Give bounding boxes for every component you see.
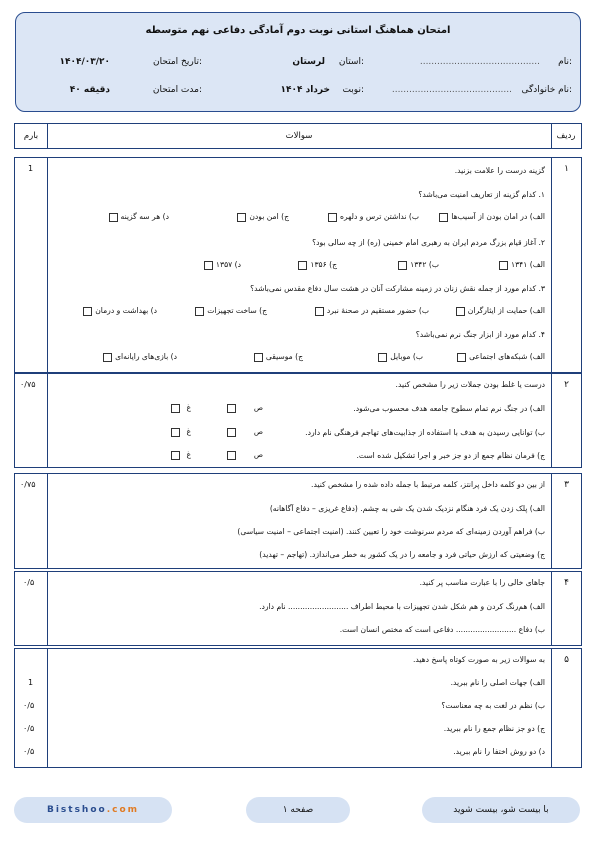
exam-title: امتحان هماهنگ استانی نوبت دوم آمادگی دفاعی نهم متوسطه <box>145 25 451 36</box>
question-score: ۰/۷۵ <box>20 380 36 389</box>
mc-option[interactable]: ج) ساخت تجهیزات <box>192 306 267 316</box>
header-row: ردیف <box>556 131 576 141</box>
checkbox[interactable] <box>254 353 263 362</box>
exam-header <box>15 12 581 112</box>
checkbox[interactable] <box>237 213 246 222</box>
page-number: صفحه ۱ <box>246 797 350 823</box>
question-intro: گزینه درست را علامت بزنید. <box>454 166 545 175</box>
term-label: نوبت: <box>342 85 364 95</box>
checkbox[interactable] <box>499 261 508 270</box>
checkbox[interactable] <box>171 428 180 437</box>
checkbox[interactable] <box>204 261 213 270</box>
term-value: خرداد ۱۴۰۴ <box>280 85 330 95</box>
mc-option[interactable]: د) بهداشت و درمان <box>80 306 157 316</box>
fill-blank-statement: الف) هم‌رنگ کردن و هم شکل شدن تجهیزات با محیط اطراف ......................... نام دارد. <box>259 602 545 611</box>
date-value: ۱۴۰۴/۰۳/۲۰ <box>59 57 110 67</box>
mc-option[interactable]: الف) شبکه‌های اجتماعی <box>454 352 545 362</box>
tf-statement: ب) توانایی رسیدن به هدف با استفاده از جذابیت‌های تهاجم فرهنگی نام دارد. <box>305 428 545 437</box>
checkbox[interactable] <box>195 307 204 316</box>
false-option[interactable]: غ <box>168 427 191 437</box>
false-option[interactable]: غ <box>168 403 191 413</box>
question-intro: جاهای خالی را با عبارت مناسب پر کنید. <box>419 578 545 587</box>
header-score: بارم <box>23 131 39 141</box>
duration-value: ۴۰ دقیقه <box>69 85 110 95</box>
short-answer-question: ب) نظم در لغت به چه معناست؟ <box>441 701 545 710</box>
question-number: ۳ <box>564 480 569 490</box>
false-option[interactable]: غ <box>168 450 191 460</box>
name-label: نام: <box>558 57 572 67</box>
province-label: استان: <box>338 57 364 67</box>
short-answer-question: الف) جهات اصلی را نام ببرید. <box>450 678 545 687</box>
short-answer-question: د) دو روش اختفا را نام ببرید. <box>453 747 545 756</box>
province-value: لرستان <box>292 57 325 67</box>
checkbox[interactable] <box>315 307 324 316</box>
mc-option[interactable]: الف) حمایت از ایثارگران <box>453 306 545 316</box>
mc-option[interactable]: ج) امن بودن <box>234 212 289 222</box>
family-dots: .......................................... <box>391 85 512 95</box>
true-option[interactable]: ص <box>224 450 263 460</box>
question-number: ۲ <box>564 380 569 390</box>
checkbox[interactable] <box>171 404 180 413</box>
question-row-5 <box>14 648 582 768</box>
mc-option[interactable]: د) بازی‌های رایانه‌ای <box>100 352 177 362</box>
checkbox[interactable] <box>227 404 236 413</box>
mc-option[interactable]: ب) نداشتن ترس و دلهره <box>325 212 419 222</box>
mc-question: ۱. کدام گزینه از تعاریف امنیت می‌باشد؟ <box>418 190 545 199</box>
mc-option[interactable]: د) ۱۳۵۷ <box>201 260 241 270</box>
mc-option[interactable]: الف) ۱۳۴۱ <box>496 260 545 270</box>
choice-statement: ج) وضعیتی که ارزش حیاتی فرد و جامعه را در یک کشور به خطر می‌اندازد. (تهاجم – تهدید) <box>259 550 545 559</box>
mc-option[interactable]: ب) حضور مستقیم در صحنهٔ نبرد <box>312 306 429 316</box>
question-score: 1 <box>28 164 34 173</box>
choice-statement: ب) فراهم آوردن زمینه‌ای که مردم سرنوشت خود را تعیین کنند. (امنیت اجتماعی – امنیت سیاسی) <box>237 527 545 536</box>
duration-label: مدت امتحان: <box>152 85 202 95</box>
question-row-3 <box>14 473 582 569</box>
checkbox[interactable] <box>398 261 407 270</box>
question-row-1 <box>14 157 582 373</box>
checkbox[interactable] <box>171 451 180 460</box>
name-dots: .......................................... <box>419 57 540 67</box>
item-score: ۰/۵ <box>23 701 35 710</box>
item-score: ۰/۵ <box>23 747 35 756</box>
item-score: ۰/۵ <box>23 724 35 733</box>
header-questions: سوالات <box>285 131 313 141</box>
mc-question: ۴. کدام مورد از ابزار جنگ نرم نمی‌باشد؟ <box>415 330 545 339</box>
question-number: ۴ <box>564 578 569 588</box>
question-intro: به سوالات زیر به صورت کوتاه پاسخ دهید. <box>412 655 545 664</box>
choice-statement: الف) پلک زدن یک فرد هنگام نزدیک شدن یک شی به چشم. (دفاع غریزی – دفاع آگاهانه) <box>269 504 545 513</box>
footer-slogan: با بیست شو، بیست شوید <box>422 797 580 823</box>
question-row-2 <box>14 373 582 468</box>
question-score: ۰/۷۵ <box>20 480 36 489</box>
question-score: ۰/۵ <box>23 578 35 587</box>
short-answer-question: ج) دو جز نظام جمع را نام ببرید. <box>443 724 545 733</box>
table-header <box>14 123 582 149</box>
mc-question: ۳. کدام مورد از جمله نقش زنان در زمینه مشارکت آنان در هشت سال دفاع مقدس نمی‌باشد؟ <box>250 284 545 293</box>
checkbox[interactable] <box>328 213 337 222</box>
checkbox[interactable] <box>227 451 236 460</box>
checkbox[interactable] <box>457 353 466 362</box>
mc-option[interactable]: ج) ۱۳۵۶ <box>295 260 337 270</box>
mc-option[interactable]: ب) ۱۳۴۲ <box>395 260 439 270</box>
date-label: تاریخ امتحان: <box>152 57 202 67</box>
question-number: ۵ <box>564 655 569 665</box>
question-row-4 <box>14 571 582 646</box>
checkbox[interactable] <box>298 261 307 270</box>
question-intro: درست یا غلط بودن جملات زیر را مشخص کنید. <box>395 380 545 389</box>
checkbox[interactable] <box>109 213 118 222</box>
mc-question: ۲. آغاز قیام بزرگ مردم ایران به رهبری امام خمینی (ره) از چه سالی بود؟ <box>312 238 545 247</box>
site-link[interactable] <box>14 797 172 823</box>
tf-statement: الف) در جنگ نرم تمام سطوح جامعه هدف محسوب می‌شود. <box>353 404 545 413</box>
checkbox[interactable] <box>103 353 112 362</box>
site-ext: .com <box>106 805 140 815</box>
checkbox[interactable] <box>439 213 448 222</box>
checkbox[interactable] <box>456 307 465 316</box>
mc-option[interactable]: ج) موسیقی <box>251 352 303 362</box>
checkbox[interactable] <box>83 307 92 316</box>
checkbox[interactable] <box>378 353 387 362</box>
family-label: نام خانوادگی: <box>521 85 572 95</box>
checkbox[interactable] <box>227 428 236 437</box>
question-intro: از بین دو کلمه داخل پرانتز، کلمه مرتبط با جمله داده شده را مشخص کنید. <box>311 480 545 489</box>
mc-option[interactable]: ب) موبایل <box>375 352 423 362</box>
question-number: ۱ <box>564 164 569 174</box>
true-option[interactable]: ص <box>224 427 263 437</box>
tf-statement: ج) فرمان نظام جمع از دو جز خبر و اجرا تشکیل شده است. <box>356 451 545 460</box>
fill-blank-statement: ب) دفاع ......................... دفاعی است که مختص انسان است. <box>339 625 545 634</box>
item-score: 1 <box>28 678 34 687</box>
mc-option[interactable]: د) هر سه گزینه <box>106 212 170 222</box>
mc-option[interactable]: الف) در امان بودن از آسیب‌ها <box>436 212 545 222</box>
site-name: Bistshoo <box>46 805 107 815</box>
true-option[interactable]: ص <box>224 403 263 413</box>
